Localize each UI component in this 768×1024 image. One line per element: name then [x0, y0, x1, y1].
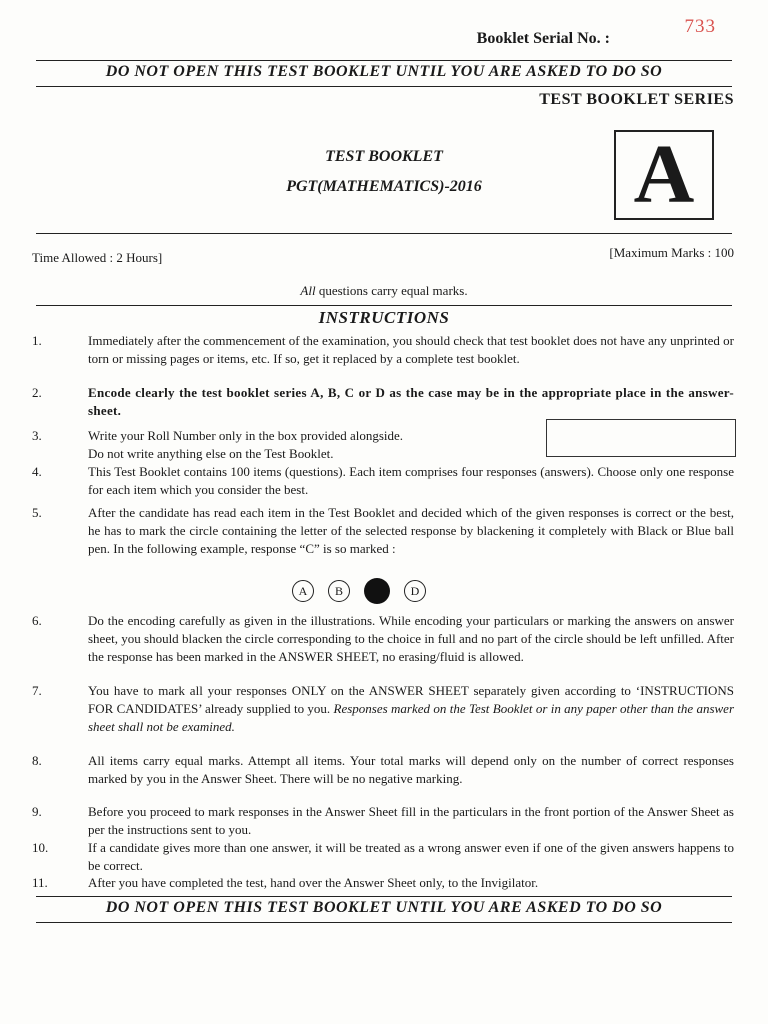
instructions-rule: [36, 305, 732, 306]
footer-rule: [36, 896, 732, 897]
bottom-warning: DO NOT OPEN THIS TEST BOOKLET UNTIL YOU ARE ASKED TO DO SO: [105, 899, 663, 916]
warning-rule: [36, 86, 732, 87]
maximum-marks: [Maximum Marks : 100: [609, 245, 734, 260]
booklet-serial-label: Booklet Serial No. :: [476, 30, 610, 47]
option-circle-b: B: [328, 580, 350, 602]
top-warning: DO NOT OPEN THIS TEST BOOKLET UNTIL YOU ARE ASKED TO DO SO: [105, 63, 663, 80]
option-circle-a: A: [292, 580, 314, 602]
example-response-circles: [292, 580, 426, 604]
booklet-serial-number: 733: [684, 16, 716, 37]
instruction-item-5: 5. After the candidate has read each item in the Test Booklet and decided which of the given responses is correct or the best, he has to mark the circle containing the letter of the selected response by blackening it completely with Black or Blue ball pen. In the following example, response “C” is so marked :: [32, 505, 734, 556]
test-booklet-series-label: TEST BOOKLET SERIES: [539, 91, 734, 108]
instructions-heading: INSTRUCTIONS: [318, 308, 450, 327]
instruction-item-2: 2. Encode clearly the test booklet series A, B, C or D as the case may be in the appropriate place in the answer-sheet.: [32, 385, 734, 418]
instruction-item-10: 10. If a candidate gives more than one answer, it will be treated as a wrong answer even if one of the given answers happens to be correct.: [32, 840, 734, 873]
booklet-subject: PGT(MATHEMATICS)-2016: [286, 178, 482, 195]
series-letter-box: A: [614, 130, 714, 220]
booklet-title: TEST BOOKLET: [325, 148, 443, 165]
instruction-item-8: 8. All items carry equal marks. Attempt all items. Your total marks will depend only on the number of correct responses marked by you in the Answer Sheet. There will be no negative marking.: [32, 753, 734, 786]
option-circle-d: D: [404, 580, 426, 602]
instruction-item-11: 11. After you have completed the test, hand over the Answer Sheet only, to the Invigilator.: [32, 875, 539, 890]
option-circle-c-filled: [364, 578, 390, 604]
footer-bottom-rule: [36, 922, 732, 923]
instruction-item-9: 9. Before you proceed to mark responses in the Answer Sheet fill in the particulars in the front portion of the Answer Sheet as per the instructions sent to you.: [32, 804, 734, 837]
instruction-item-1: 1. Immediately after the commencement of the examination, you should check that test booklet does not have any unprinted or torn or missing pages or items, etc. If so, get it replaced by a complete test booklet.: [32, 333, 734, 366]
instruction-item-7: 7. You have to mark all your responses ONLY on the ANSWER SHEET separately given according to ‘INSTRUCTIONS FOR CANDIDATES’ already supplied to you. Responses marked on the Test Booklet or in any paper other than the answer sheet shall not be examined.: [32, 683, 735, 734]
top-rule: [36, 60, 732, 61]
header-rule: [36, 233, 732, 234]
instruction-item-6: 6. Do the encoding carefully as given in the illustrations. While encoding your particulars or marking the answers on answer sheet, you should blacken the circle corresponding to the choice in full and no part of the circle should be left unfilled. After the response has been marked in the ANSWER SHEET, no erasing/fluid is allowed.: [32, 613, 734, 664]
time-allowed: Time Allowed : 2 Hours]: [32, 250, 163, 265]
instruction-item-4: 4. This Test Booklet contains 100 items (questions). Each item comprises four responses (answers). Choose only one response for each item which you consider the best.: [32, 464, 734, 497]
roll-number-box[interactable]: [546, 419, 736, 457]
all-questions-note: All questions carry equal marks.: [300, 283, 468, 298]
instruction-item-3: 3. Write your Roll Number only in the box provided alongside. Do not write anything else on the Test Booklet.: [32, 428, 404, 461]
